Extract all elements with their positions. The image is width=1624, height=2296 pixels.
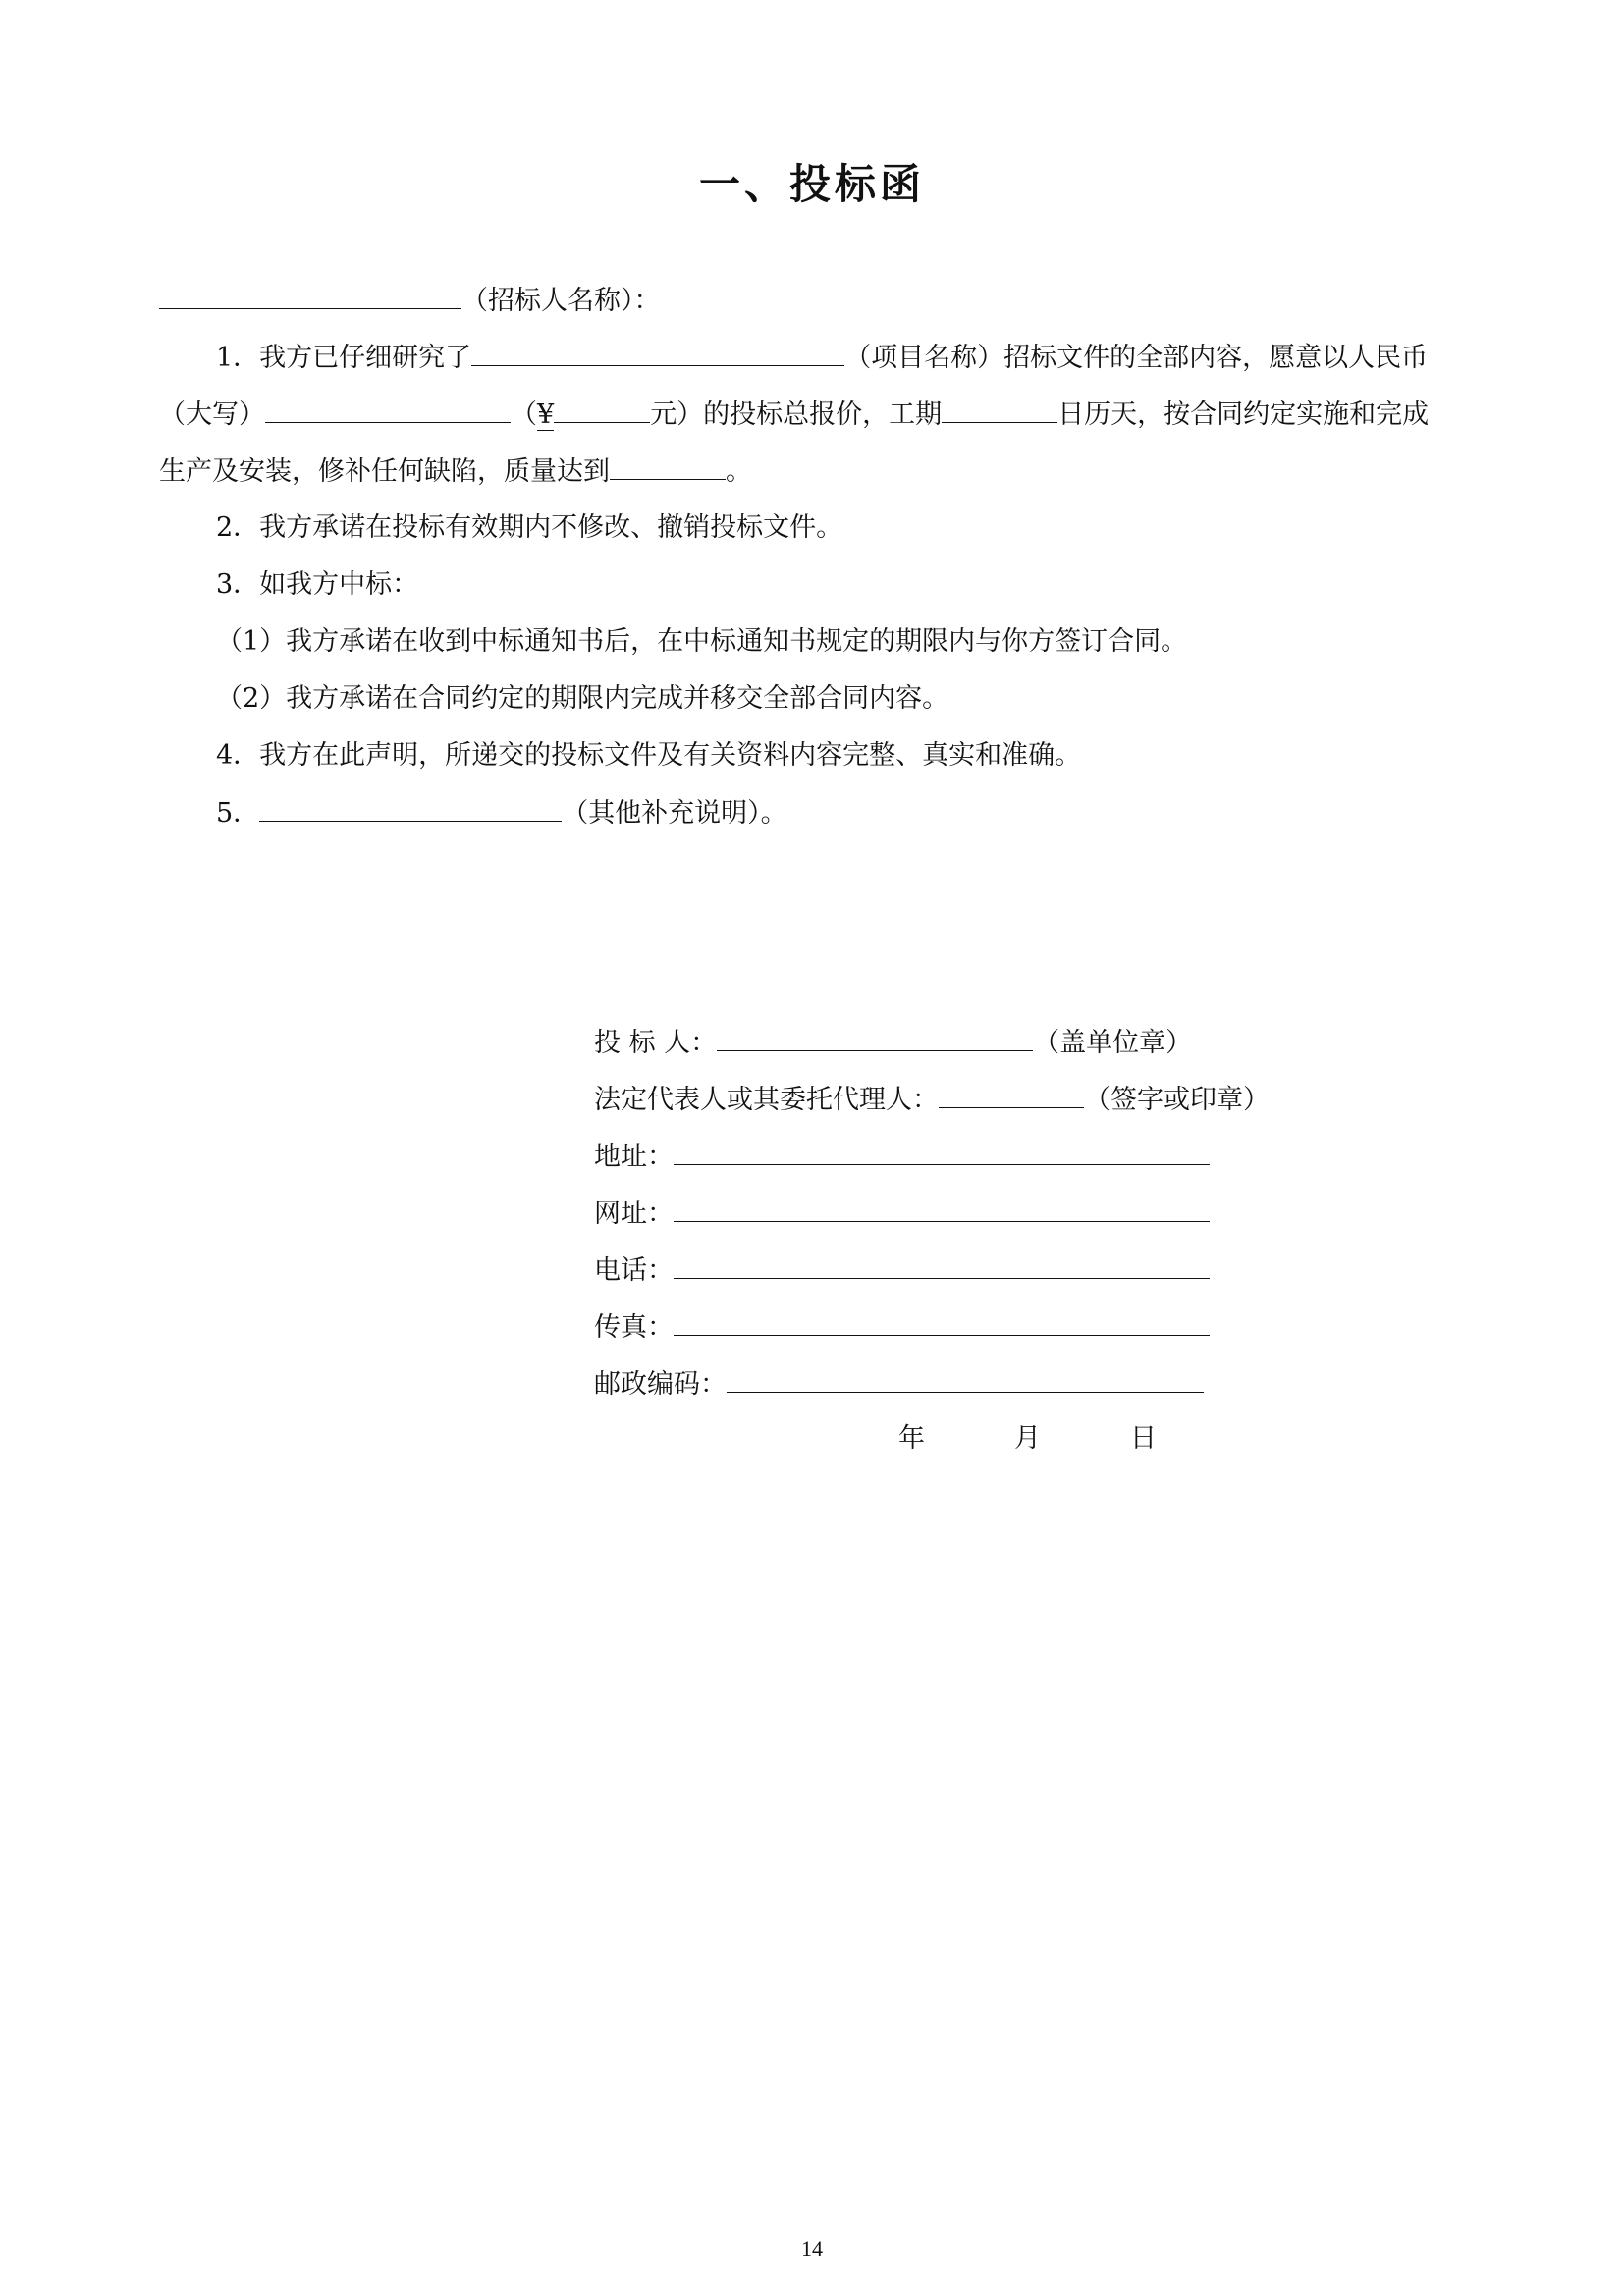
fax-blank[interactable] (674, 1309, 1210, 1336)
addressee-suffix: （招标人名称）： (461, 286, 661, 316)
clause-1-line-3: 生产及安装，修补任何缺陷，质量达到 。 (159, 454, 752, 489)
clause-5: 5． （其他补充说明）。 (216, 795, 787, 830)
duration-days-blank[interactable] (942, 397, 1057, 423)
addressee-line (159, 283, 661, 318)
clause-2: 2．我方承诺在投标有效期内不修改、撤销投标文件。 (216, 512, 843, 543)
year-label: 年 (898, 1423, 925, 1454)
clause-3-2: （2）我方承诺在合同约定的期限内完成并移交全部合同内容。 (216, 683, 949, 714)
tenderer-name-blank[interactable] (159, 283, 461, 309)
fax-line (594, 1309, 1210, 1345)
clause-3-1: （1）我方承诺在收到中标通知书后，在中标通知书规定的期限内与你方签订合同。 (216, 626, 1188, 657)
postcode-blank[interactable] (727, 1366, 1204, 1393)
representative-blank[interactable] (939, 1082, 1084, 1108)
bidder-line (594, 1025, 1192, 1060)
postcode-line (594, 1366, 1204, 1402)
phone-line (594, 1253, 1210, 1288)
yen-sign: ¥ (537, 400, 555, 430)
bidder-blank[interactable] (717, 1025, 1033, 1051)
address-blank[interactable] (674, 1139, 1210, 1165)
representative-line (594, 1082, 1270, 1117)
month-label: 月 (1014, 1423, 1041, 1454)
fax-label: 传真： (594, 1312, 674, 1343)
website-blank[interactable] (674, 1196, 1210, 1222)
phone-blank[interactable] (674, 1253, 1210, 1279)
postcode-label: 邮政编码： (594, 1369, 727, 1400)
phone-label: 电话： (594, 1255, 674, 1286)
clause-3: 3．如我方中标： (216, 569, 419, 600)
website-label: 网址： (594, 1199, 674, 1229)
day-label: 日 (1130, 1423, 1157, 1454)
quality-standard-blank[interactable] (610, 454, 726, 480)
amount-words-blank[interactable] (265, 397, 511, 423)
page-number: 14 (801, 2236, 823, 2261)
amount-figures-blank[interactable] (554, 397, 650, 423)
bidder-note: （盖单位章） (1033, 1028, 1193, 1058)
project-name-blank[interactable] (471, 340, 844, 366)
representative-note: （签字或印章） (1084, 1085, 1270, 1115)
address-line (594, 1139, 1210, 1174)
supplementary-note-blank[interactable] (259, 795, 562, 822)
clause-1-line-2: （大写） （¥ 元）的投标总报价，工期 日历天，按合同约定实施和完成 (159, 397, 1429, 432)
clause-4: 4．我方在此声明，所递交的投标文件及有关资料内容完整、真实和准确。 (216, 740, 1082, 771)
address-label: 地址： (594, 1142, 674, 1172)
clause-1-line-1: 1．我方已仔细研究了 （项目名称）招标文件的全部内容，愿意以人民币 (216, 340, 1428, 375)
date-line (898, 1421, 1157, 1457)
representative-label: 法定代表人或其委托代理人： (594, 1085, 939, 1115)
bidder-label: 投 标 人： (594, 1028, 718, 1058)
page-title: 一、投标函 (698, 160, 925, 208)
website-line (594, 1196, 1210, 1231)
